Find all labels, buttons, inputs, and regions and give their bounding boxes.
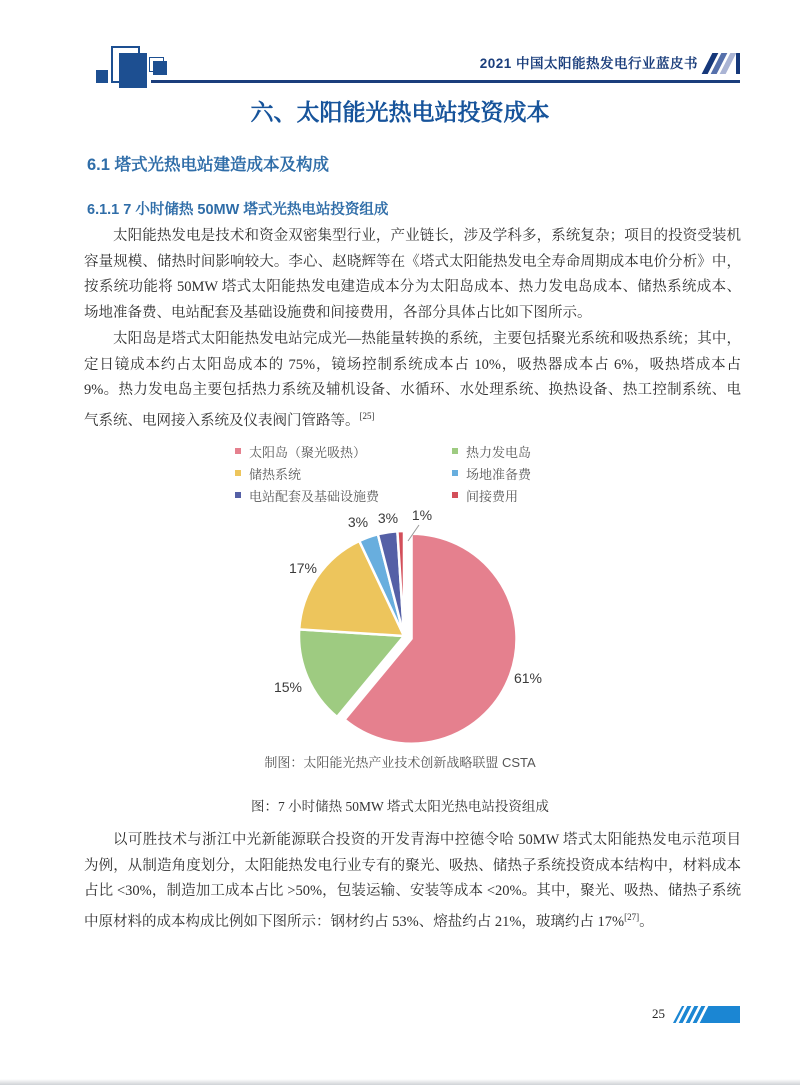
paragraph-3-text: 以可胜技术与浙江中光新能源联合投资的开发青海中控德令哈 50MW 塔式太阳能热发电示范项目为例，从制造角度划分，太阳能热发电行业专有的聚光、吸热、储热子系统投资成本结构中，材料成本占比 <30%，制造加工成本占比 >50%，包装运输、安装等成本 <20%。其中，聚光、吸热、储热子系统中原材料的成本构成比例如下图所示：钢材约占 53%、熔盐约占 21%，玻璃约占 17% <box>84 832 741 930</box>
footer-bar-icon <box>673 1006 740 1023</box>
pie-percent-label: 1% <box>411 507 433 523</box>
paragraph-3 <box>84 828 741 936</box>
paragraph-1: 太阳能热发电是技术和资金双密集型行业，产业链长，涉及学科多，系统复杂；项目的投资受装机容量规模、储热时间影响较大。李心、赵晓辉等在《塔式太阳能热发电全寿命周期成本电价分析》中，按系统功能将 50MW 塔式太阳能热发电建造成本分为太阳岛成本、热力发电岛成本、储热系统成本、场地准备费、电站配套及基础设施费和间接费用，各部分具体占比如下图所示。 <box>84 228 741 322</box>
figure-caption: 图：7 小时储热 50MW 塔式太阳光热电站投资组成 <box>251 799 549 814</box>
pie-percent-label: 3% <box>347 514 369 530</box>
pie-chart-figure <box>85 440 715 778</box>
pie-chart <box>85 440 715 778</box>
booklet-title: 2021 中国太阳能热发电行业蓝皮书 <box>479 56 698 71</box>
chart-source: 制图：太阳能光热产业技术创新战略联盟 CSTA <box>264 755 536 770</box>
legend-label: 间接费用 <box>466 488 519 504</box>
page-title: 六、太阳能光热电站投资成本 <box>250 99 550 125</box>
legend-label: 太阳岛（聚光吸热） <box>249 444 367 460</box>
header-rule <box>151 80 740 83</box>
section-heading-6-1: 6.1 塔式光热电站建造成本及构成 <box>87 156 330 174</box>
legend-label: 电站配套及基础设施费 <box>249 488 380 504</box>
paragraph-2 <box>84 327 741 435</box>
legend-label: 热力发电岛 <box>466 444 532 460</box>
pie-percent-label: 15% <box>273 679 303 695</box>
header-slashes-icon <box>707 53 740 74</box>
body-text-block <box>84 224 741 434</box>
subsection-heading-6-1-1: 6.1.1 7 小时储热 50MW 塔式光热电站投资组成 <box>87 202 389 218</box>
page-bottom-edge <box>0 1079 800 1085</box>
body-text-block-2 <box>84 828 741 936</box>
logo-square-medium-icon <box>153 61 167 75</box>
reference-27: [27] <box>624 912 640 923</box>
page-number: 25 <box>652 1006 665 1021</box>
pie-percent-label: 3% <box>377 510 399 526</box>
slash-endbar-icon <box>736 53 740 74</box>
pie-percent-label: 17% <box>288 560 318 576</box>
pie-percent-label: 61% <box>513 670 543 686</box>
reference-25: [25] <box>359 410 375 421</box>
legend-label: 场地准备费 <box>466 466 532 482</box>
legend-label: 储热系统 <box>249 466 302 482</box>
logo-square-small-icon <box>96 70 108 83</box>
paragraph-2-text: 太阳岛是塔式太阳能热发电站完成光—热能量转换的系统，主要包括聚光系统和吸热系统；其中，定日镜成本约占太阳岛成本的 75%，镜场控制系统成本占 10%，吸热器成本占 6%，吸热塔成本占 9%。热力发电岛主要包括热力系统及辅机设备、水循环、水处理系统、换热设备、热工控制系统、电气系统、电网接入系统及仪表阀门管路等。 <box>84 330 741 429</box>
logo-square-large-icon <box>119 53 147 88</box>
paragraph-3-tail: 。 <box>639 913 654 930</box>
